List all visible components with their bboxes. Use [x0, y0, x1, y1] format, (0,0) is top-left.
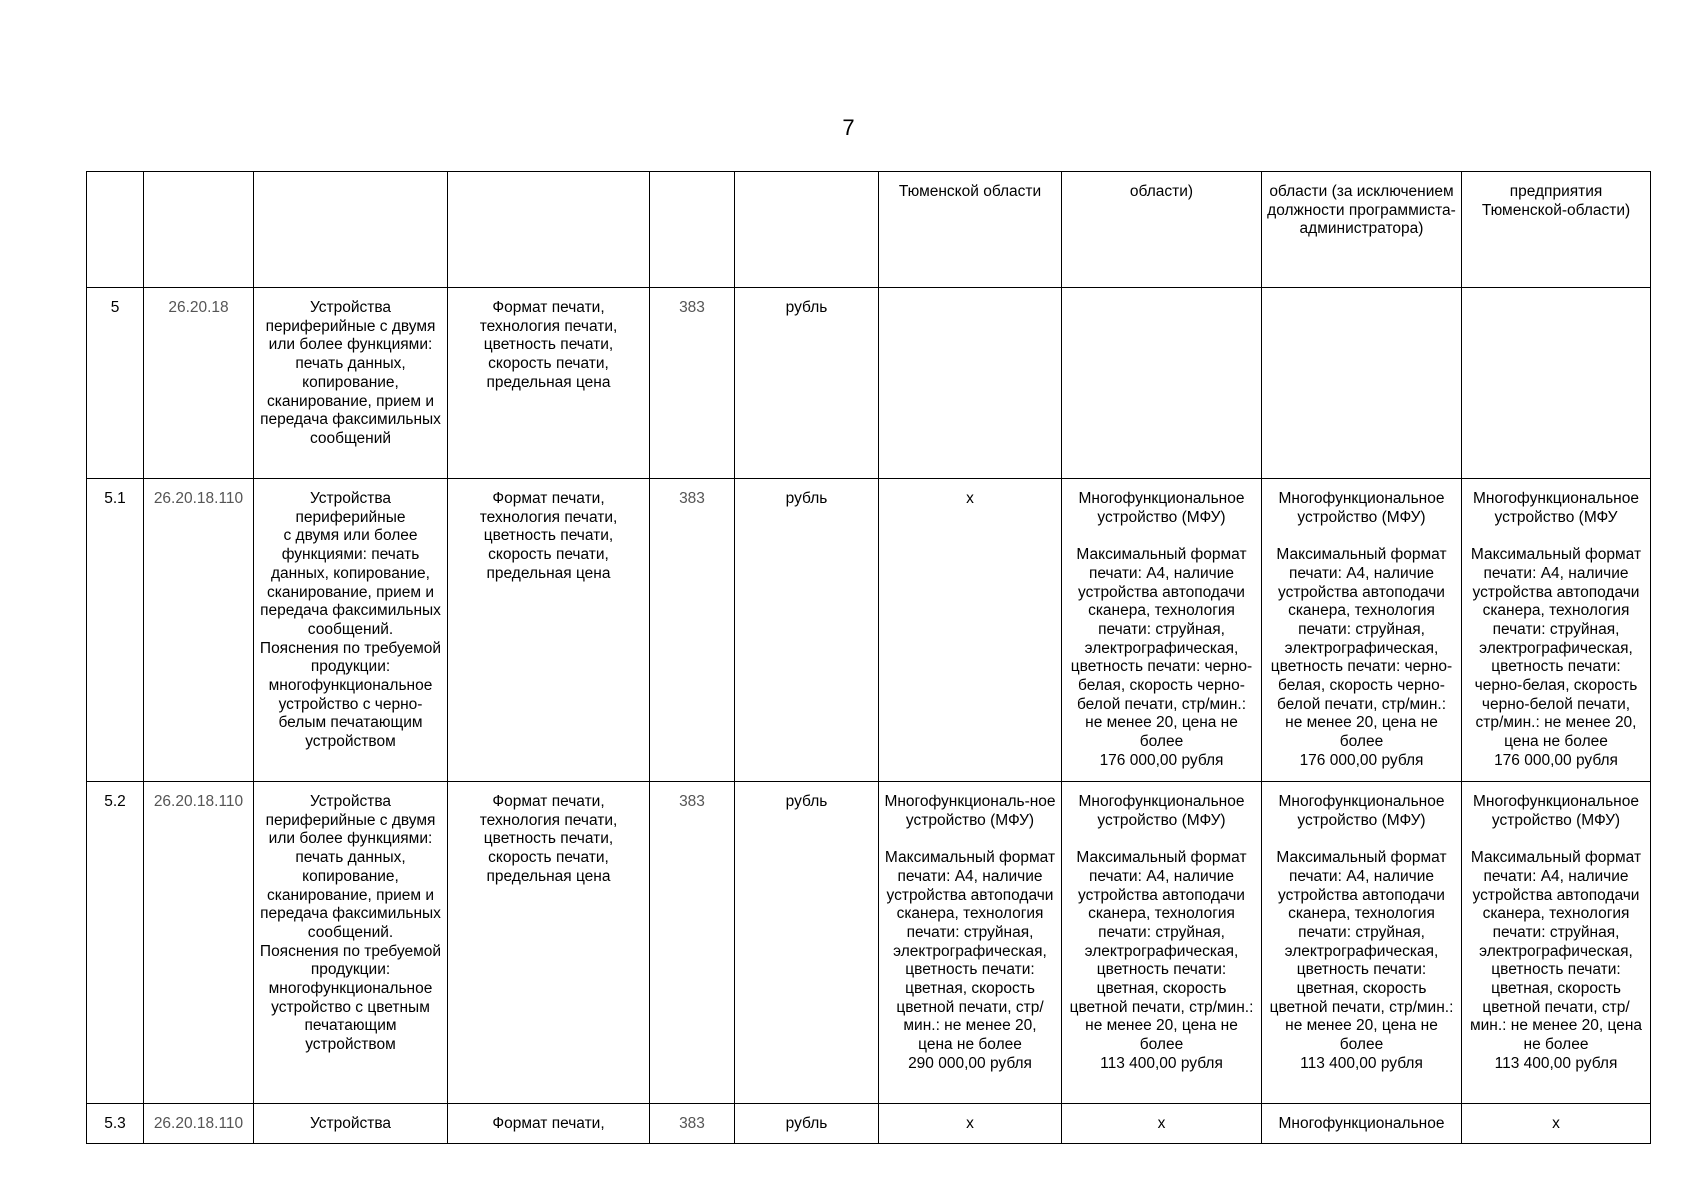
okpd-code: 26.20.18.110 [144, 1104, 254, 1144]
value-cell: х [879, 1104, 1062, 1144]
row-number: 5 [87, 288, 144, 479]
characteristics: Формат печати, технология печати, цветность печати, скорость печати, предельная цена [448, 288, 650, 479]
okpd-code: 26.20.18 [144, 288, 254, 479]
product-name: Устройства периферийные с двумя или более функциями: печать данных, копирование, сканирование, прием и передача факсимильных сообщений. Пояснения по требуемой продукции: многофункциональное устройство с цветным печатающим устройством [254, 782, 448, 1104]
value-cell: Многофункциональное [1262, 1104, 1462, 1144]
product-name: Устройства [254, 1104, 448, 1144]
unit: рубль [735, 782, 879, 1104]
value-cell: Многофункциональ-ное устройство (МФУ) Максимальный формат печати: А4, наличие устройства автоподачи сканера, технология печати: струйная, электрографическая, цветность печати: цветная, скорость цветной печати, стр/мин.: не менее 20, цена не более 290 000,00 рубля [879, 782, 1062, 1104]
unit: рубль [735, 288, 879, 479]
value-cell: Многофункциональное устройство (МФУ) Максимальный формат печати: А4, наличие устройства автоподачи сканера, технология печати: струйная, электрографическая, цветность печати: черно-белая, скорость черно-белой печати, стр/мин.: не менее 20, цена не более 176 000,00 рубля [1062, 479, 1262, 782]
okei-code: 383 [650, 288, 735, 479]
characteristics: Формат печати, технология печати, цветность печати, скорость печати, предельная цена [448, 479, 650, 782]
row-number: 5.1 [87, 479, 144, 782]
okei-code: 383 [650, 1104, 735, 1144]
table-row [87, 1104, 1651, 1144]
header-cell: Тюменской области [879, 172, 1062, 288]
unit: рубль [735, 479, 879, 782]
value-cell: Многофункциональное устройство (МФУ) Максимальный формат печати: А4, наличие устройства автоподачи сканера, технология печати: струйная, электрографическая, цветность печати: цветная, скорость цветной печати, стр/мин.: не менее 20, цена не более 113 400,00 рубля [1062, 782, 1262, 1104]
header-cell: области) [1062, 172, 1262, 288]
header-cell [254, 172, 448, 288]
okei-code: 383 [650, 782, 735, 1104]
value-cell: х [879, 479, 1062, 782]
value-cell [879, 288, 1062, 479]
header-row [87, 172, 1651, 288]
header-cell: области (за исключением должности программиста-администратора) [1262, 172, 1462, 288]
product-name: Устройства периферийные с двумя или более функциями: печать данных, копирование, сканирование, прием и передача факсимильных сообщений. Пояснения по требуемой продукции: многофункциональное устройство с черно-белым печатающим устройством [254, 479, 448, 782]
value-cell: Многофункциональное устройство (МФУ) Максимальный формат печати: А4, наличие устройства автоподачи сканера, технология печати: струйная, электрографическая, цветность печати: цветная, скорость цветной печати, стр/мин.: не менее 20, цена не более 113 400,00 рубля [1262, 782, 1462, 1104]
value-cell: Многофункциональное устройство (МФУ) Максимальный формат печати: А4, наличие устройства автоподачи сканера, технология печати: струйная, электрографическая, цветность печати: черно-белая, скорость черно-белой печати, стр/мин.: не менее 20, цена не более 176 000,00 рубля [1262, 479, 1462, 782]
value-cell: х [1462, 1104, 1651, 1144]
header-cell [448, 172, 650, 288]
okpd-code: 26.20.18.110 [144, 479, 254, 782]
header-cell [735, 172, 879, 288]
table-row [87, 782, 1651, 1104]
header-cell: предприятия Тюменской-области) [1462, 172, 1651, 288]
table-row [87, 479, 1651, 782]
header-cell [144, 172, 254, 288]
unit: рубль [735, 1104, 879, 1144]
value-cell [1062, 288, 1262, 479]
value-cell: х [1062, 1104, 1262, 1144]
table-row [87, 288, 1651, 479]
characteristics: Формат печати, [448, 1104, 650, 1144]
value-cell [1262, 288, 1462, 479]
page-number: 7 [842, 115, 855, 140]
value-cell: Многофункциональное устройство (МФУ Максимальный формат печати: А4, наличие устройства автоподачи сканера, технология печати: струйная, электрографическая, цветность печати: черно-белая, скорость черно-белой печати, стр/мин.: не менее 20, цена не более 176 000,00 рубля [1462, 479, 1651, 782]
header-cell [650, 172, 735, 288]
okpd-code: 26.20.18.110 [144, 782, 254, 1104]
characteristics: Формат печати, технология печати, цветность печати, скорость печати, предельная цена [448, 782, 650, 1104]
okei-code: 383 [650, 479, 735, 782]
value-cell: Многофункциональное устройство (МФУ) Максимальный формат печати: А4, наличие устройства автоподачи сканера, технология печати: струйная, электрографическая, цветность печати: цветная, скорость цветной печати, стр/мин.: не менее 20, цена не более 113 400,00 рубля [1462, 782, 1651, 1104]
row-number: 5.3 [87, 1104, 144, 1144]
header-cell [87, 172, 144, 288]
row-number: 5.2 [87, 782, 144, 1104]
value-cell [1462, 288, 1651, 479]
requirements-table [86, 171, 1651, 1144]
product-name: Устройства периферийные с двумя или более функциями: печать данных, копирование, сканирование, прием и передача факсимильных сообщений [254, 288, 448, 479]
